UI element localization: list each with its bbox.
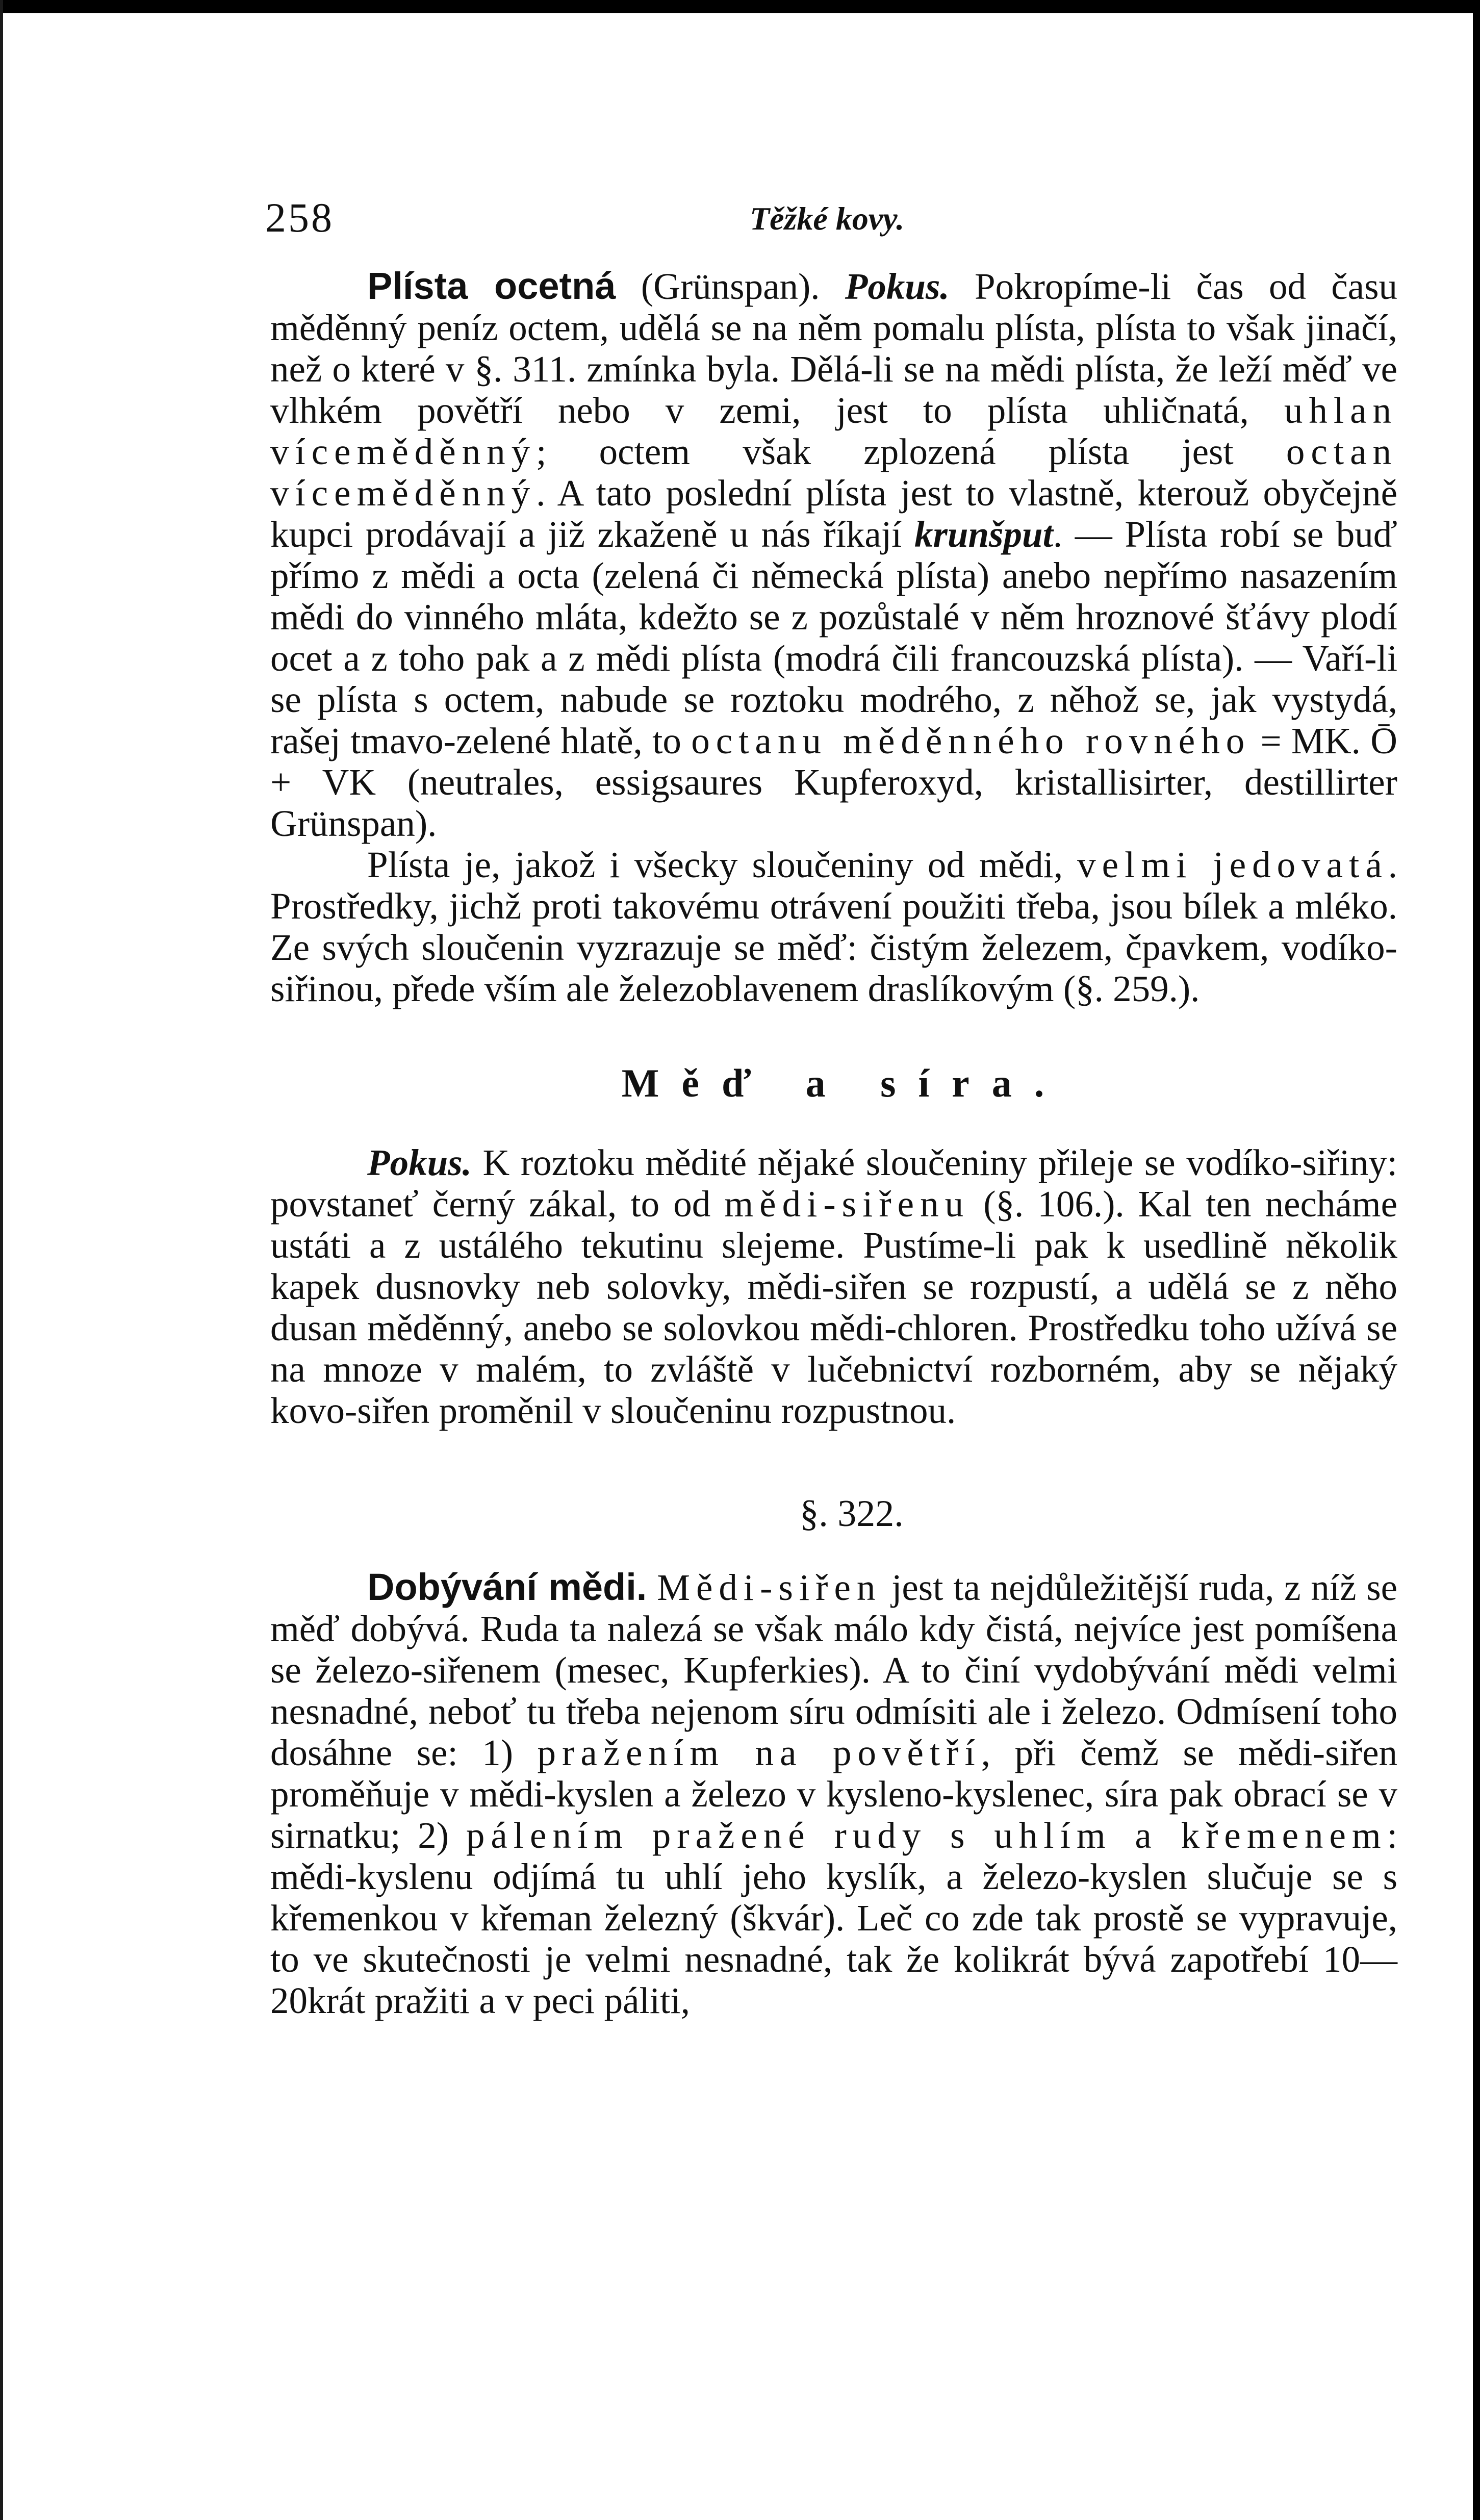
term-jedovata: velmi jedovatá: [1077, 844, 1388, 885]
paragraph-dobyvani-medi: [270, 1566, 1397, 2021]
term-medi-siren: mědi-siřenu: [724, 1183, 970, 1225]
paragraph-text: . — Plísta robí se buď přímo z mědi a octa (zelená či německá plísta) anebo nepřímo nasazením mědi do vinného mláta, kdežto se z pozůstalé v něm hroznové šťávy plodí ocet a z toho pak a z mědi plísta (modrá čili francouzská plísta). — Vaří-li se plísta s octem, nabude se roztoku modrého, z něhož se, jak vystydá, rašej tmavo-zelené hlatě, to: [270, 514, 1397, 761]
section-heading: Měď a síra.: [621, 1061, 1067, 1105]
lead-term-dobyvani: Dobývání mědi.: [367, 1566, 647, 1608]
page-number: 258: [265, 194, 334, 241]
term-octan: octan víceměděnný: [270, 431, 1397, 514]
paragraph-text: Pokropíme-li čas od času měděnný peníz octem, udělá se na něm pomalu plísta, plísta to však jinačí, než o které v §. 311. zmínka byla. Dělá-li se na mědi plísta, že leží měď ve vlhkém povětří nebo v zemi, jest to plísta uhličnatá,: [270, 266, 1397, 431]
paragraph-text: jest ta nejdůležitější ruda, z níž se měď dobývá. Ruda ta nalezá se však málo kdy čistá, nejvíce jest pomíšena se železo-siřenem (mesec, Kupferkies). A to činí vydobývání mědi velmi nesnadné, neboť tu třeba nejenom síru odmísiti ale i železo. Odmísení toho dosáhne se: 1): [270, 1567, 1398, 1773]
term-paleni: pálením pražené rudy s uhlím a křemenem: [466, 1815, 1387, 1856]
term-prazeni: pražením na povětří: [537, 1732, 981, 1773]
text-column: [270, 265, 1397, 2021]
paragraph-text: Plísta je, jakož i všecky sloučeniny od mědi,: [367, 844, 1078, 885]
term-uhlan: uhlan víceměděnný: [270, 390, 1397, 472]
paragraph-text: , při čemž se mědi-siřen proměňuje v mědi-kyslen a železo v kysleno-kyslenec, síra pak obrací se v sirnatku; 2): [270, 1732, 1397, 1856]
paragraph-jedovatost: [270, 844, 1397, 1009]
pokus-label: Pokus.: [367, 1142, 472, 1183]
paragraph-text: ; octem však zplozená plísta jest: [536, 431, 1286, 472]
pokus-label: Pokus.: [845, 266, 950, 307]
paragraph-plista-ocetna: [270, 265, 1397, 844]
running-head: [265, 194, 1397, 250]
paragraph-text: : mědi-kyslenu odjímá tu uhlí jeho kyslík, a železo-kyslen slučuje se s křemenkou v křeman železný (škvár). Leč co zde tak prostě se vypravuje, to ve skutečnosti je velmi nesnadné, tak že kolikrát bývá zapotřebí 10—20krát pražiti a v peci páliti,: [270, 1815, 1397, 2021]
term-krunsput: krunšput: [914, 514, 1053, 555]
paragraph-text: . A tato poslední plísta jest to vlastně, kterouž obyčejně kupci prodávají a již zkaženě u nás říkají: [270, 472, 1397, 555]
section-number: §. 322.: [800, 1493, 904, 1535]
paragraph-text: K roztoku mědité nějaké sloučeniny přileje se vodíko-siřiny: povstaneť černý zákal, to od: [270, 1142, 1397, 1225]
running-title: Těžké kovy.: [750, 200, 905, 237]
lead-term-plista-ocetna: Plísta ocetná: [367, 265, 616, 307]
paragraph-text: (§. 106.). Kal ten necháme ustáti a z ustálého tekutinu slejeme. Pustíme-li pak k usedlině několik kapek dusnovky neb solovky, mědi-siřen se rozpustí, a udělá se z něho dusan měděnný, anebo se solovkou mědi-chloren. Prostředku toho užívá se na mnoze v malém, to zvláště v lučebnictví rozborném, aby se nějaký kovo-siřen proměnil v sloučeninu rozpustnou.: [270, 1183, 1397, 1431]
paragraph-text: . Prostředky, jichž proti takovému otrávení použiti třeba, jsou bílek a mléko. Ze svých sloučenin vyzrazuje se měď: čistým železem, čpavkem, vodíko-siřinou, přede vším ale železoblavenem draslíkovým (§. 259.).: [270, 844, 1397, 1009]
paragraph-text: = MK. Ō + VK (neutrales, essigsaures Kupferoxyd, kristallisirter, destillirter Grünspan).: [270, 720, 1397, 844]
term-octanu: octanu měděnného rovného: [691, 720, 1251, 761]
paragraph-med-a-sira: [270, 1142, 1397, 1431]
term-medi-siren: Mědi-siřen: [657, 1567, 882, 1608]
paragraph-text: (Grünspan).: [616, 266, 845, 307]
